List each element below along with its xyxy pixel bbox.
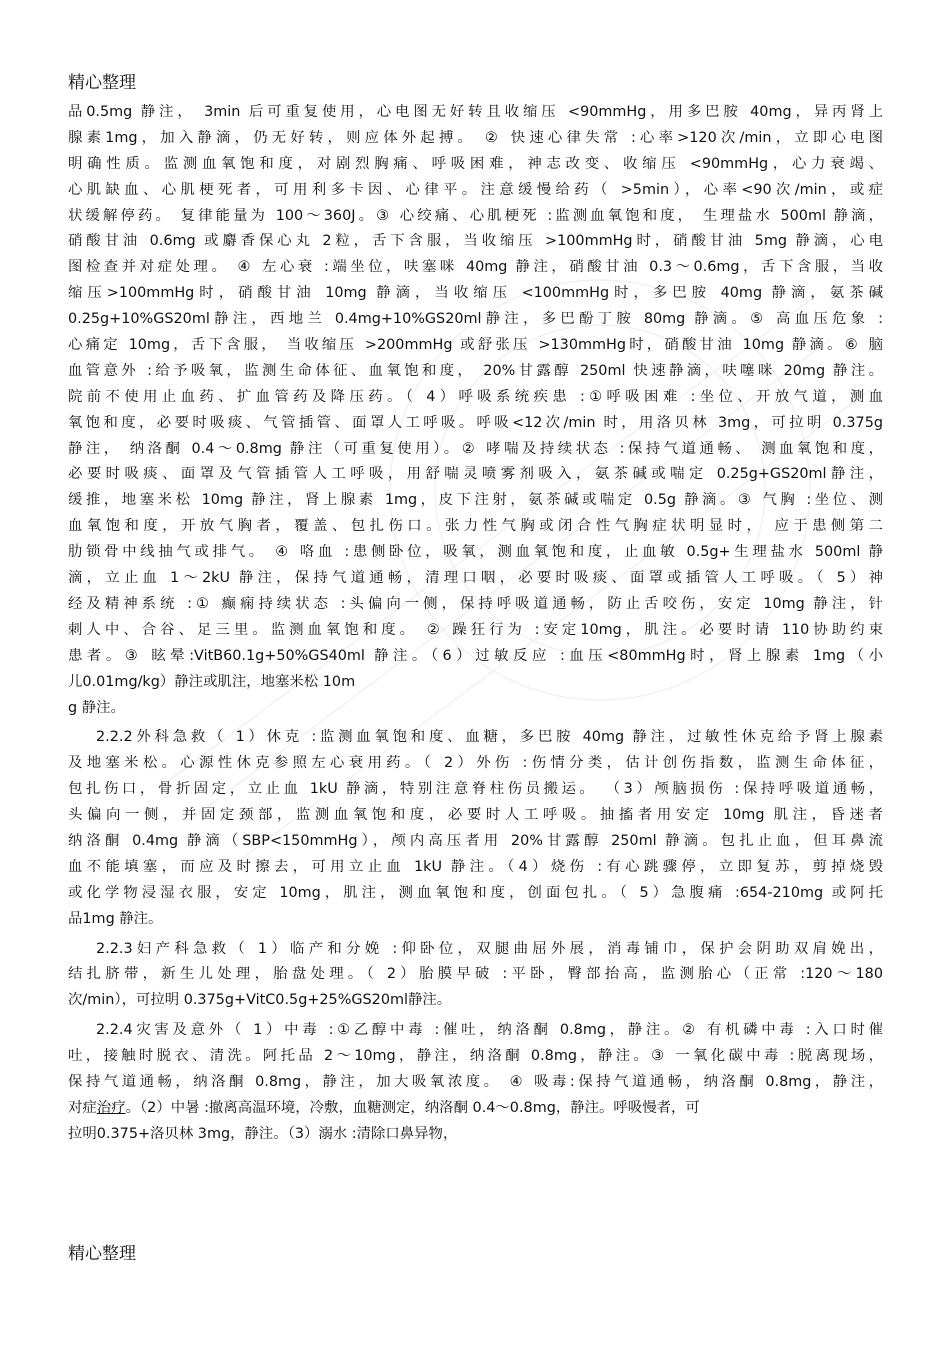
text-line: 明确性质。监测血氧饱和度，对剧烈胸痛、呼吸困难，神志改变、收缩压 <90mmHg，心力衰竭、 (68, 155, 883, 172)
section-2-2-3-heading-line: 2.2.3妇产科急救（ 1）临产和分娩 :仰卧位，双腿曲屈外展，消毒铺巾，保护会阴助双肩娩出， (96, 940, 883, 957)
text-line: 儿0.01mg/kg）静注或肌注，地塞米松 10m (68, 673, 356, 690)
text-line: 硝酸甘油 0.6mg 或麝香保心丸 2粒，舌下含服，当收缩压 >100mmHg时，硝酸甘油 5mg 静滴，心电 (68, 233, 883, 250)
text-line: 拉明0.375+洛贝林 3mg，静注。（3）溺水 :清除口鼻异物， (68, 1125, 458, 1142)
text-line: 经及精神系统 :① 癫痫持续状态 :头偏向一侧，保持呼吸道通畅，防止舌咬伤，安定 10mg 静注，针 (68, 595, 883, 612)
text-line: 次/min），可拉明 0.375g+VitC0.5g+25%GS20ml静注。 (68, 992, 452, 1009)
text-line: 血管意外 :给予吸氧，监测生命体征、血氧饱和度， 20%甘露醇 250ml 快速静滴，呋噻咪 20mg 静注。 (68, 362, 883, 379)
text-fragment: 。（2）中暑 :撤离高温环境，冷敷，血糖测定，纳洛酮 0.4～0.8mg，静注。呼吸慢者，可 (125, 1099, 700, 1116)
text-line: 图检查并对症处理。 ④ 左心衰 :端坐位，呋塞咪 40mg 静注，硝酸甘油 0.3～0.6mg，舌下含服，当收 (68, 259, 883, 276)
page-header: 精心整理 (68, 73, 136, 93)
text-line: 及地塞米松。心源性休克参照左心衰用药。（ 2）外伤 :伤情分类，估计创伤指数，监测生命体征， (68, 755, 883, 772)
text-line: 静注， 纳洛酮 0.4～0.8mg 静注（可重复使用）。② 哮喘及持续状态 :保持气道通畅、 测血氧饱和度， (68, 440, 883, 457)
text-line: 0.25g+10%GS20ml静注，西地兰 0.4mg+10%GS20ml静注，多巴酚丁胺 80mg 静滴。⑤ 高血压危象 : (68, 311, 883, 328)
text-line: 缓推，地塞米松 10mg 静注，肾上腺素 1mg，皮下注射，氨茶碱或喘定 0.5g 静滴。③ 气胸 :坐位、测 (68, 492, 883, 509)
page-footer: 精心整理 (68, 1244, 136, 1264)
text-line: 状缓解停药。 复律能量为 100～360J。③ 心绞痛、心肌梗死 :监测血氧饱和度， 生理盐水 500ml 静滴， (68, 207, 883, 224)
text-line: 品1mg 静注。 (68, 910, 163, 927)
text-line: 血氧饱和度，开放气胸者，覆盖、包扎伤口。张力性气胸或闭合性气胸症状明显时， 应于患侧第二 (68, 518, 883, 535)
text-line: 患者。③ 眩晕:VitB60.1g+50%GS40ml 静注。（6）过敏反应 :血压<80mmHg时，肾上腺素 1mg（小 (68, 647, 883, 664)
text-line (68, 1096, 883, 1122)
text-line: 头偏向一侧，并固定颈部，监测血氧饱和度，必要时人工呼吸。抽搐者用安定 10mg 肌注，昏迷者 (68, 807, 883, 824)
text-line: 品0.5mg 静注， 3min 后可重复使用，心电图无好转且收缩压 <90mmHg，用多巴胺 40mg，异丙肾上 (68, 104, 883, 120)
text-line: 血不能填塞，而应及时擦去，可用立止血 1kU 静注。（4）烧伤 :有心跳骤停，立即复苏，剪掉烧毁 (68, 858, 883, 875)
text-line: 院前不使用止血药、扩血管药及降压药。（ 4）呼吸系统疾患 :①呼吸困难 :坐位、开放气道，测血 (68, 388, 883, 405)
text-line: 心肌缺血、心肌梗死者，可用利多卡因、心律平。注意缓慢给药（ >5min），心率<90次/min，或症 (68, 181, 883, 198)
section-2-2-2-heading-line: 2.2.2外科急救（ 1）休克 :监测血氧饱和度、血糖，多巴胺 40mg 静注，过敏性休克给予肾上腺素 (96, 729, 883, 746)
text-line: 保持气道通畅，纳洛酮 0.8mg，静注，加大吸氧浓度。 ④ 吸毒:保持气道通畅，纳洛酮 0.8mg，静注， (68, 1074, 883, 1091)
text-line: 滴，立止血 1～2kU 静注，保持气道通畅，清理口咽，必要时吸痰、面罩或插管人工呼吸。（ 5）神 (68, 570, 883, 587)
text-line: 吐，接触时脱衣、清洗。阿托品 2～10mg，静注，纳洛酮 0.8mg，静注。③ 一氧化碳中毒 :脱离现场， (68, 1048, 883, 1065)
text-line: 肋锁骨中线抽气或排气。 ④ 咯血 :患侧卧位，吸氧，测血氧饱和度，止血敏 0.5g+生理盐水 500ml 静 (68, 544, 883, 561)
body-text (68, 100, 883, 1148)
text-line: 刺人中、合谷、足三里。监测血氧饱和度。 ② 躁狂行为 :安定10mg，肌注。必要时请 110协助约束 (68, 621, 883, 638)
text-line: 或化学物浸湿衣服，安定 10mg，肌注，测血氧饱和度，创面包扎。（ 5）急腹痛 :654-210mg 或阿托 (68, 884, 883, 901)
text-line: 氧饱和度，必要时吸痰、气管插管、面罩人工呼吸。呼吸<12次/min 时，用洛贝林 3mg，可拉明 0.375g (68, 414, 883, 431)
text-line: 包扎伤口，骨折固定，立止血 1kU 静滴，特别注意脊柱伤员搬运。 （3）颅脑损伤 :保持呼吸道通畅， (68, 781, 883, 798)
text-line: 必要时吸痰、面罩及气管插管人工呼吸，用舒喘灵喷雾剂吸入，氨茶碱或喘定 0.25g+GS20ml静注， (68, 466, 883, 483)
text-line: 纳洛酮 0.4mg 静滴（SBP<150mmHg），颅内高压者用 20%甘露醇 250ml 静滴。包扎止血，但耳鼻流 (68, 832, 883, 849)
treatment-link[interactable]: 治疗 (96, 1099, 126, 1116)
text-line: 心痛定 10mg，舌下含服， 当收缩压 >200mmHg 或舒张压 >130mmHg时，硝酸甘油 10mg 静滴。⑥ 脑 (68, 337, 883, 354)
text-line: 腺素1mg，加入静滴，仍无好转，则应体外起搏。 ② 快速心律失常 :心率>120次/min，立即心电图 (68, 129, 883, 146)
text-line: 缩压>100mmHg时，硝酸甘油 10mg 静滴，当收缩压 <100mmHg时，多巴胺 40mg 静滴，氨茶碱 (68, 285, 883, 302)
section-2-2-4-heading-line: 2.2.4灾害及意外（ 1）中毒 :①乙醇中毒 :催吐，纳洛酮 0.8mg，静注。② 有机磷中毒 :入口时催 (96, 1022, 883, 1039)
text-fragment: 对症 (68, 1099, 97, 1116)
text-line: 结扎脐带，新生儿处理，胎盘处理。（ 2）胎膜早破 :平卧，臀部抬高，监测胎心（正常 :120～180 (68, 966, 883, 983)
text-line: g 静注。 (68, 699, 125, 716)
